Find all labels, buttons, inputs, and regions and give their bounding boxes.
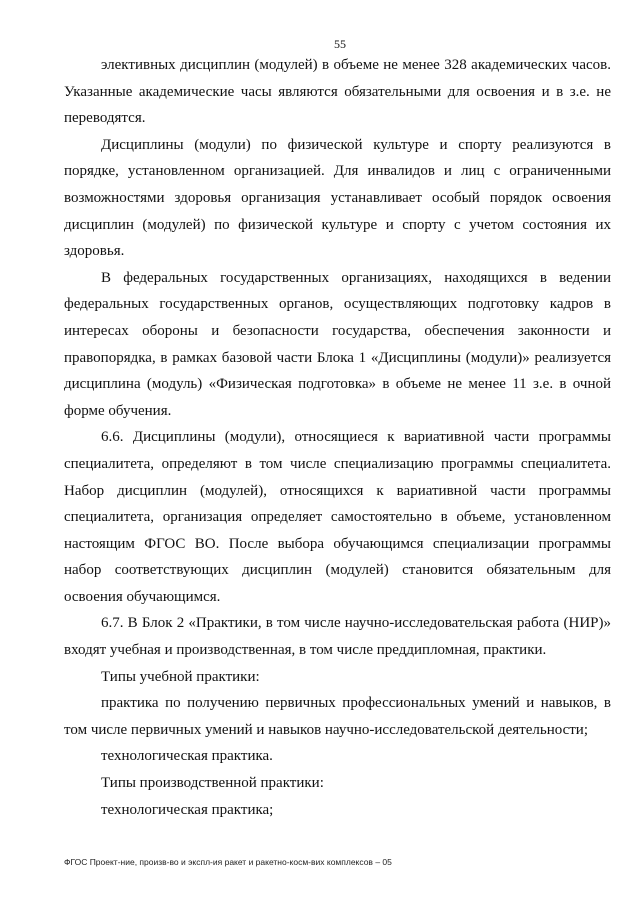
paragraph-physical-culture: Дисциплины (модули) по физической культуре и спорту реализуются в порядке, установленном организацией. Для инвалидов и лиц с ограниченными возможностями здоровья организация устанавливает особый порядок освоения дисциплин (модулей) по физической культуре и спорту с учетом состояния их здоровья. <box>64 136 611 260</box>
paragraph-production-practice-types: Типы производственной практики: <box>101 775 324 792</box>
paragraph-6-6-variative-part: 6.6. Дисциплины (модули), относящиеся к вариативной части программы специалитета, определяют в том числе специализацию программы специалитета. Набор дисциплин (модулей), относящихся к вариативной части программы специалитета, организация определяет самостоятельно в объеме, установленном настоящим ФГОС ВО. После выбора обучающимся специализации программы набор соответствующих дисциплин (модулей) становится обязательным для освоения обучающимся. <box>64 429 611 605</box>
paragraph-technological-practice: технологическая практика. <box>101 748 273 765</box>
paragraph-federal-organizations: В федеральных государственных организациях, находящихся в ведении федеральных государственных органов, осуществляющих подготовку кадров в интересах обороны и безопасности государства, обеспечения законности и правопорядка, в рамках базовой части Блока 1 «Дисциплины (модули)» реализуется дисциплина (модуль) «Физическая подготовка» в объеме не менее 11 з.е. в очной форме обучения. <box>64 269 611 419</box>
document-body <box>64 52 611 823</box>
paragraph-primary-skills-practice: практика по получению первичных профессиональных умений и навыков, в том числе первичных умений и навыков научно-исследовательской деятельности; <box>64 695 611 738</box>
paragraph-technological-practice-2: технологическая практика; <box>101 801 274 818</box>
paragraph-elective-hours: элективных дисциплин (модулей) в объеме не менее 328 академических часов. Указанные академические часы являются обязательными для освоения и в з.е. не переводятся. <box>64 57 611 127</box>
page-number: 55 <box>334 37 346 51</box>
page-footer: ФГОС Проект-ние, произв-во и экспл-ия ракет и ракетно-косм-вих комплексов – 05 <box>64 857 392 867</box>
paragraph-educational-practice-types: Типы учебной практики: <box>101 668 260 685</box>
paragraph-6-7-block-2: 6.7. В Блок 2 «Практики, в том числе научно-исследовательская работа (НИР)» входят учебная и производственная, в том числе преддипломная, практики. <box>64 615 611 659</box>
